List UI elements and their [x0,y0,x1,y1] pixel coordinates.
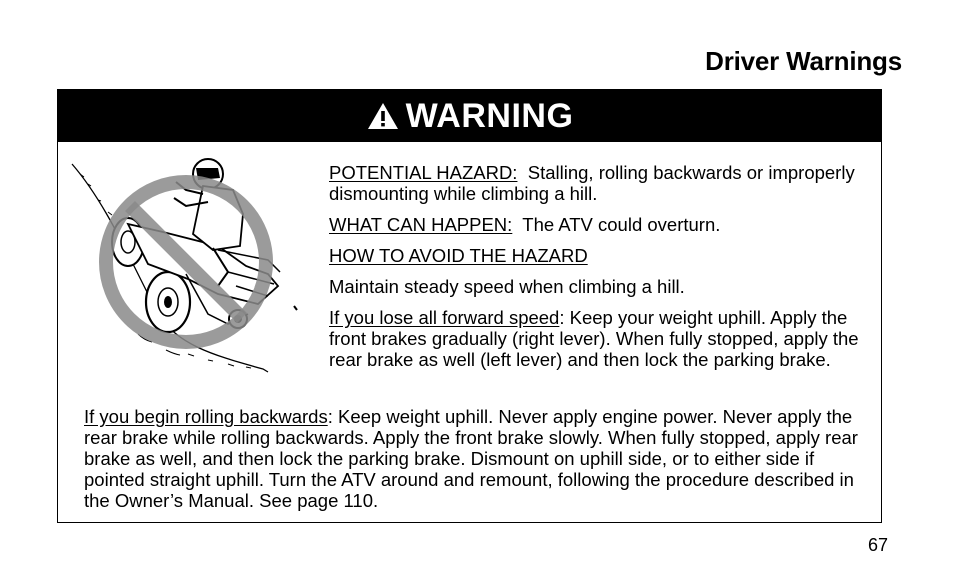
hazard-details [329,162,877,380]
warning-banner [58,90,881,142]
avoid-hazard-label: HOW TO AVOID THE HAZARD [329,245,588,266]
warning-triangle-icon [366,101,400,131]
lose-forward-speed-text: : Keep your weight uphill. Apply the front brakes gradually (right lever). When fully stopped, apply the rear brake as well (left lever) and then lock the parking brake. [329,307,859,370]
potential-hazard-text: Stalling, rolling backwards or improperly dismounting while climbing a hill. [329,162,855,204]
warning-label: WARNING [405,96,574,135]
potential-hazard-label: POTENTIAL HAZARD: [329,162,518,183]
lose-forward-speed-label: If you lose all forward speed [329,307,560,328]
what-can-happen-label: WHAT CAN HAPPEN: [329,214,513,235]
warning-box [57,89,882,523]
section-title: Driver Warnings [705,46,902,76]
potential-hazard [329,162,877,204]
steady-speed-text: Maintain steady speed when climbing a hill. [329,276,685,297]
avoid-hazard-heading [329,245,877,266]
rolling-backwards-text: : Keep weight uphill. Never apply engine power. Never apply the rear brake while rolling backwards. Apply the front brake slowly. When fully stopped, apply rear brake as well, and then lock the parking brake. Dismount on uphill side, or to either side if pointed straight uphill. Turn the ATV around and remount, following the procedure described in the Owner’s Manual. See page 110. [84,406,858,511]
what-can-happen-text: The ATV could overturn. [522,214,721,235]
rolling-backwards-label: If you begin rolling backwards [84,406,328,427]
what-can-happen [329,214,877,235]
lose-forward-speed [329,307,877,370]
prohibited-atv-hill-climb-icon [68,154,308,384]
rolling-backwards [84,406,864,511]
page-number: 67 [867,535,888,555]
